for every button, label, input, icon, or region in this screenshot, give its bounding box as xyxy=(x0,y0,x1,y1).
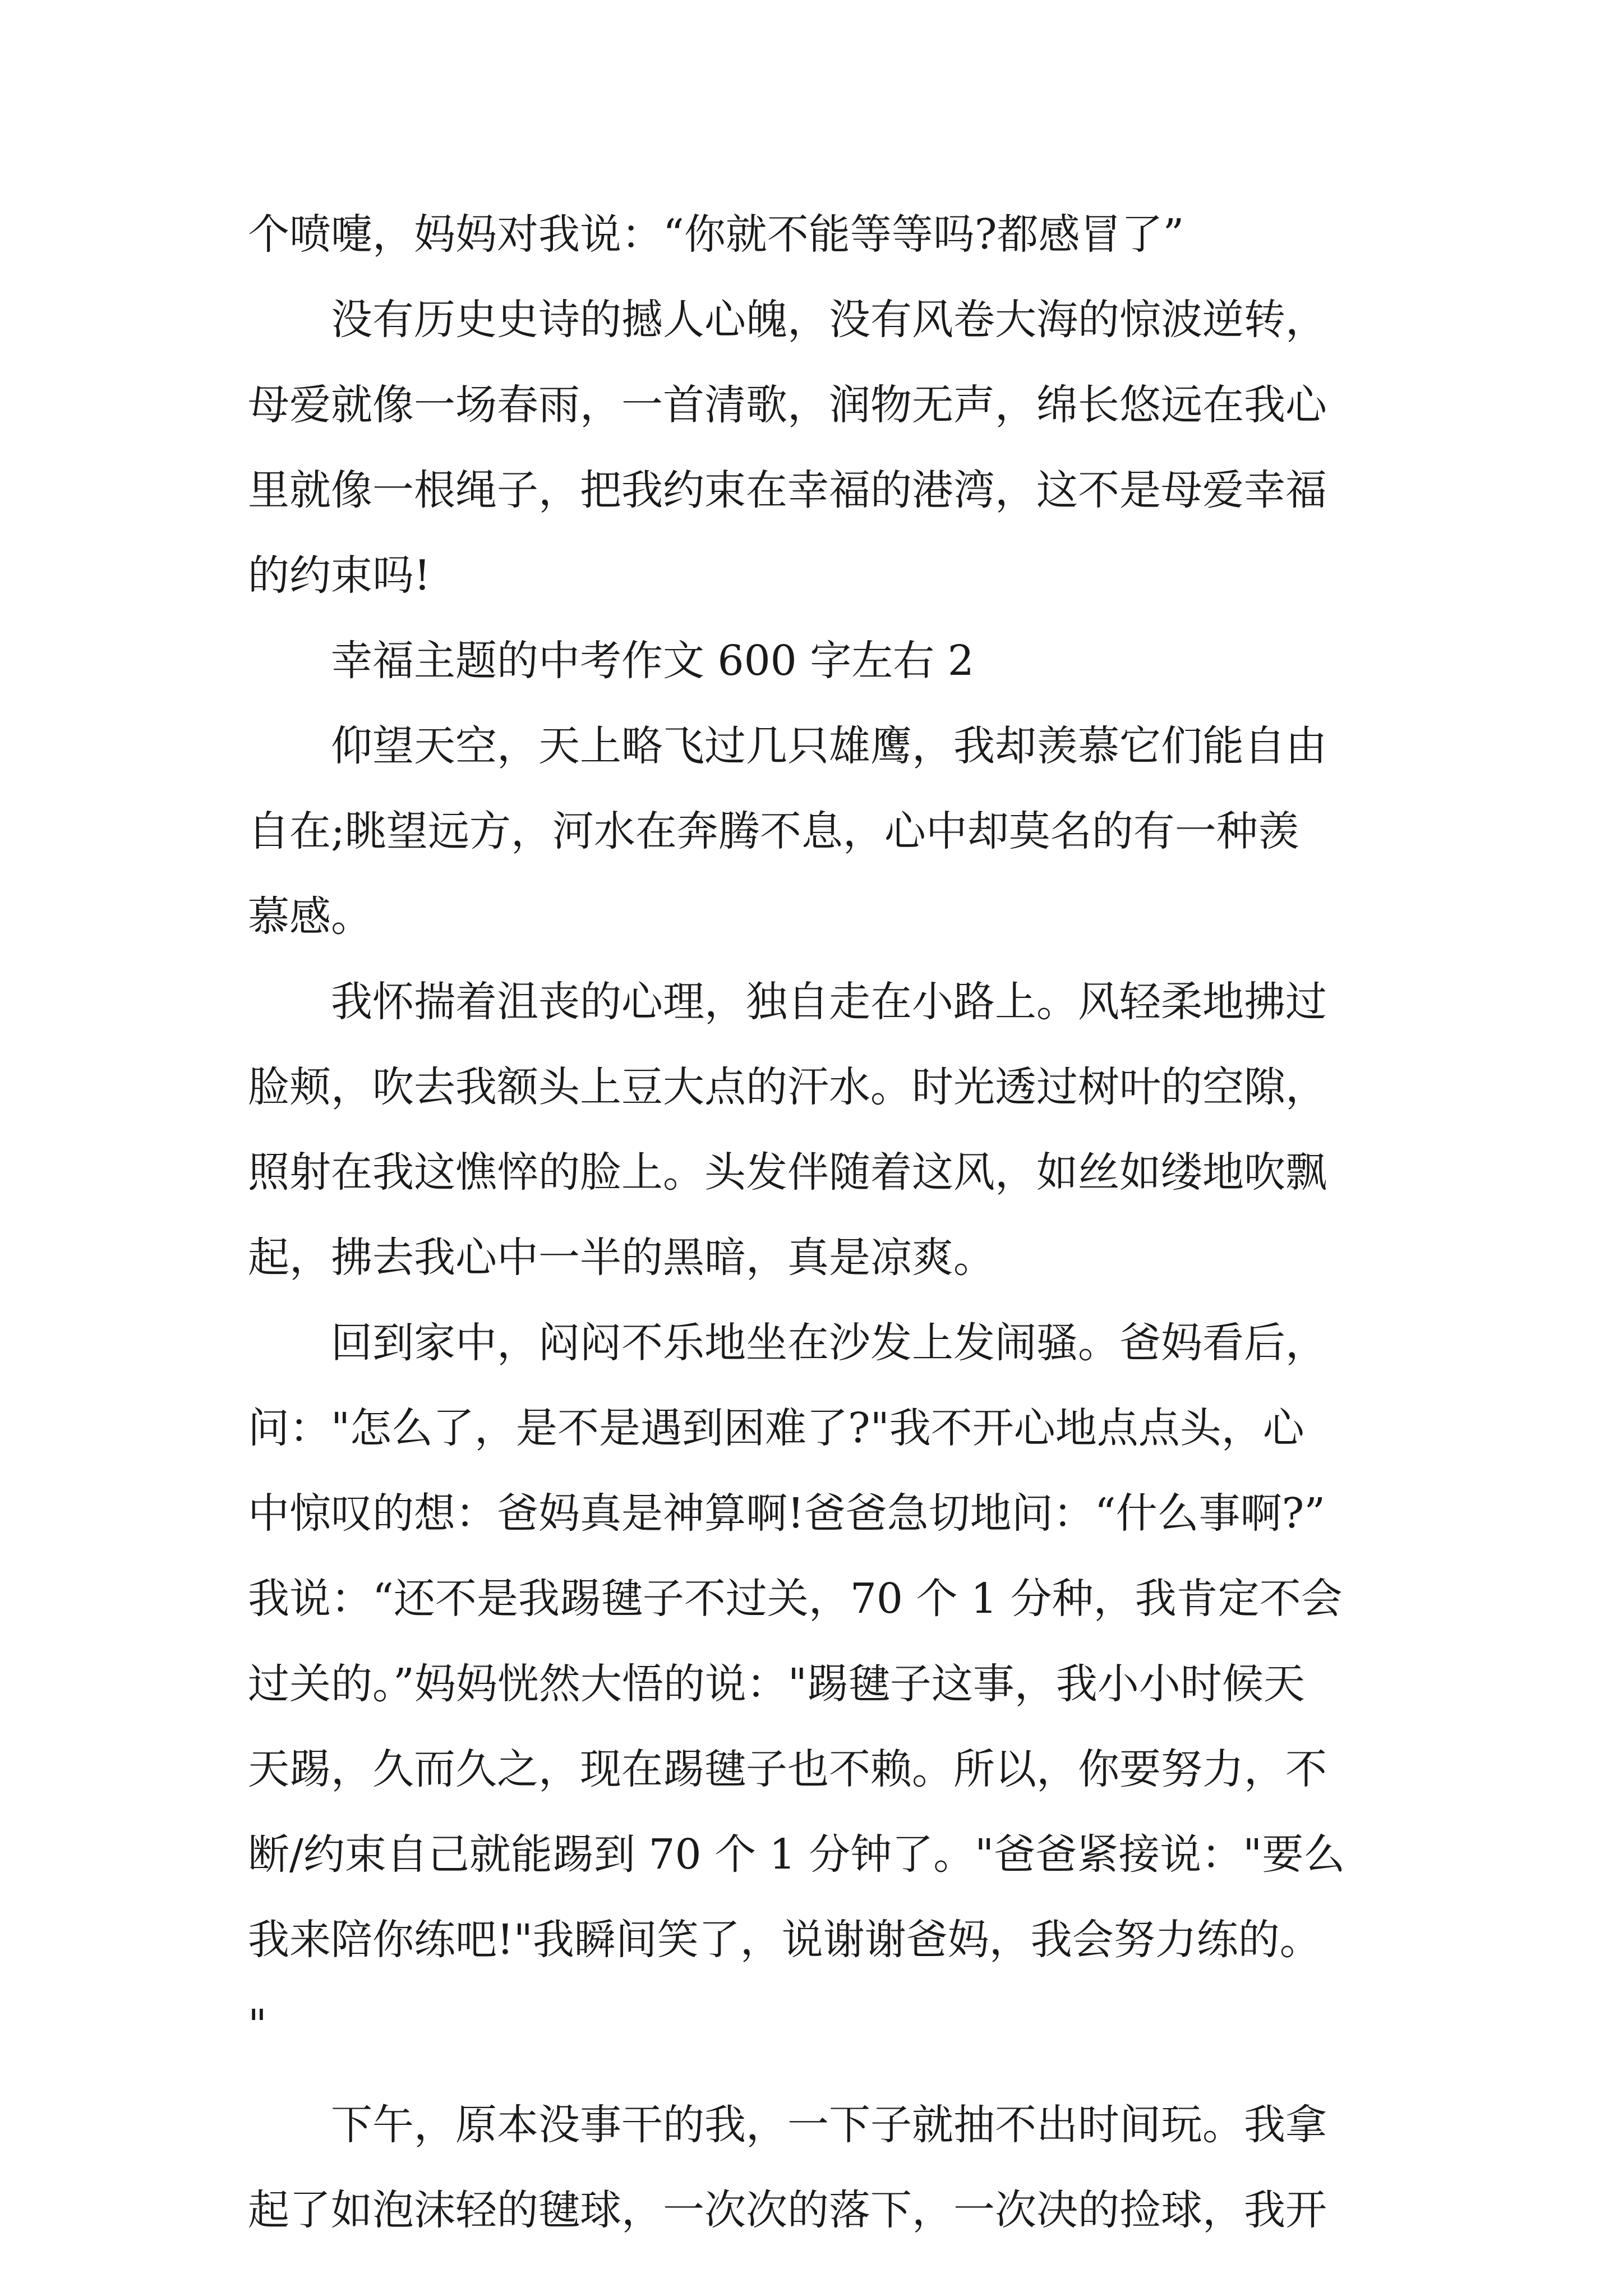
text-line: 起，拂去我心中一半的黑暗，真是凉爽。 xyxy=(248,1234,995,1282)
text-line: 下午，原本没事干的我，一下子就抽不出时间玩。我拿 xyxy=(331,2101,1327,2149)
text-line: 没有历史史诗的撼人心魄，没有风卷大海的惊波逆转， xyxy=(331,296,1327,344)
text-line: 中惊叹的想：爸妈真是神算啊!爸爸急切地问：“什么事啊?” xyxy=(248,1489,1326,1538)
text-line: 慕感。 xyxy=(248,892,372,941)
text-line: " xyxy=(248,2001,268,2049)
text-line: 过关的。”妈妈恍然大悟的说："踢毽子这事，我小小时候天 xyxy=(248,1660,1305,1708)
text-line: 自在;眺望远方，河水在奔腾不息，心中却莫名的有一种羡 xyxy=(248,807,1299,855)
text-line: 天踢，久而久之，现在踢毽子也不赖。所以，你要努力，不 xyxy=(248,1745,1327,1793)
text-line: 母爱就像一场春雨，一首清歌，润物无声，绵长悠远在我心 xyxy=(248,381,1327,429)
text-line: 我说：“还不是我踢毽子不过关，70 个 1 分种，我肯定不会 xyxy=(248,1575,1343,1623)
text-line: 我怀揣着沮丧的心理，独自走在小路上。风轻柔地拂过 xyxy=(331,978,1327,1026)
text-line: 起了如泡沫轻的毽球，一次次的落下，一次决的捡球，我开 xyxy=(248,2186,1327,2234)
text-line: 个喷嚏，妈妈对我说：“你就不能等等吗?都感冒了” xyxy=(248,210,1184,259)
text-line: 我来陪你练吧!"我瞬间笑了，说谢谢爸妈，我会努力练的。 xyxy=(248,1916,1321,1964)
document-body xyxy=(248,192,1392,2253)
section-heading: 幸福主题的中考作文 600 字左右 2 xyxy=(331,637,974,685)
text-line: 仰望天空，天上略飞过几只雄鹰，我却羡慕它们能自由 xyxy=(331,722,1327,770)
text-line: 里就像一根绳子，把我约束在幸福的港湾，这不是母爱幸福 xyxy=(248,466,1327,514)
text-line: 脸颊，吹去我额头上豆大点的汗水。时光透过树叶的空隙， xyxy=(248,1063,1327,1111)
text-line: 照射在我这憔悴的脸上。头发伴随着这风，如丝如缕地吹飘 xyxy=(248,1148,1327,1197)
text-line: 回到家中，闷闷不乐地坐在沙发上发闹骚。爸妈看后， xyxy=(331,1319,1327,1367)
text-line: 问："怎么了，是不是遇到困难了?"我不开心地点点头，心 xyxy=(248,1404,1304,1452)
text-line: 的约束吗! xyxy=(248,551,431,600)
text-line: 断/约束自己就能踢到 70 个 1 分钟了。"爸爸紧接说："要么 xyxy=(248,1830,1345,1879)
